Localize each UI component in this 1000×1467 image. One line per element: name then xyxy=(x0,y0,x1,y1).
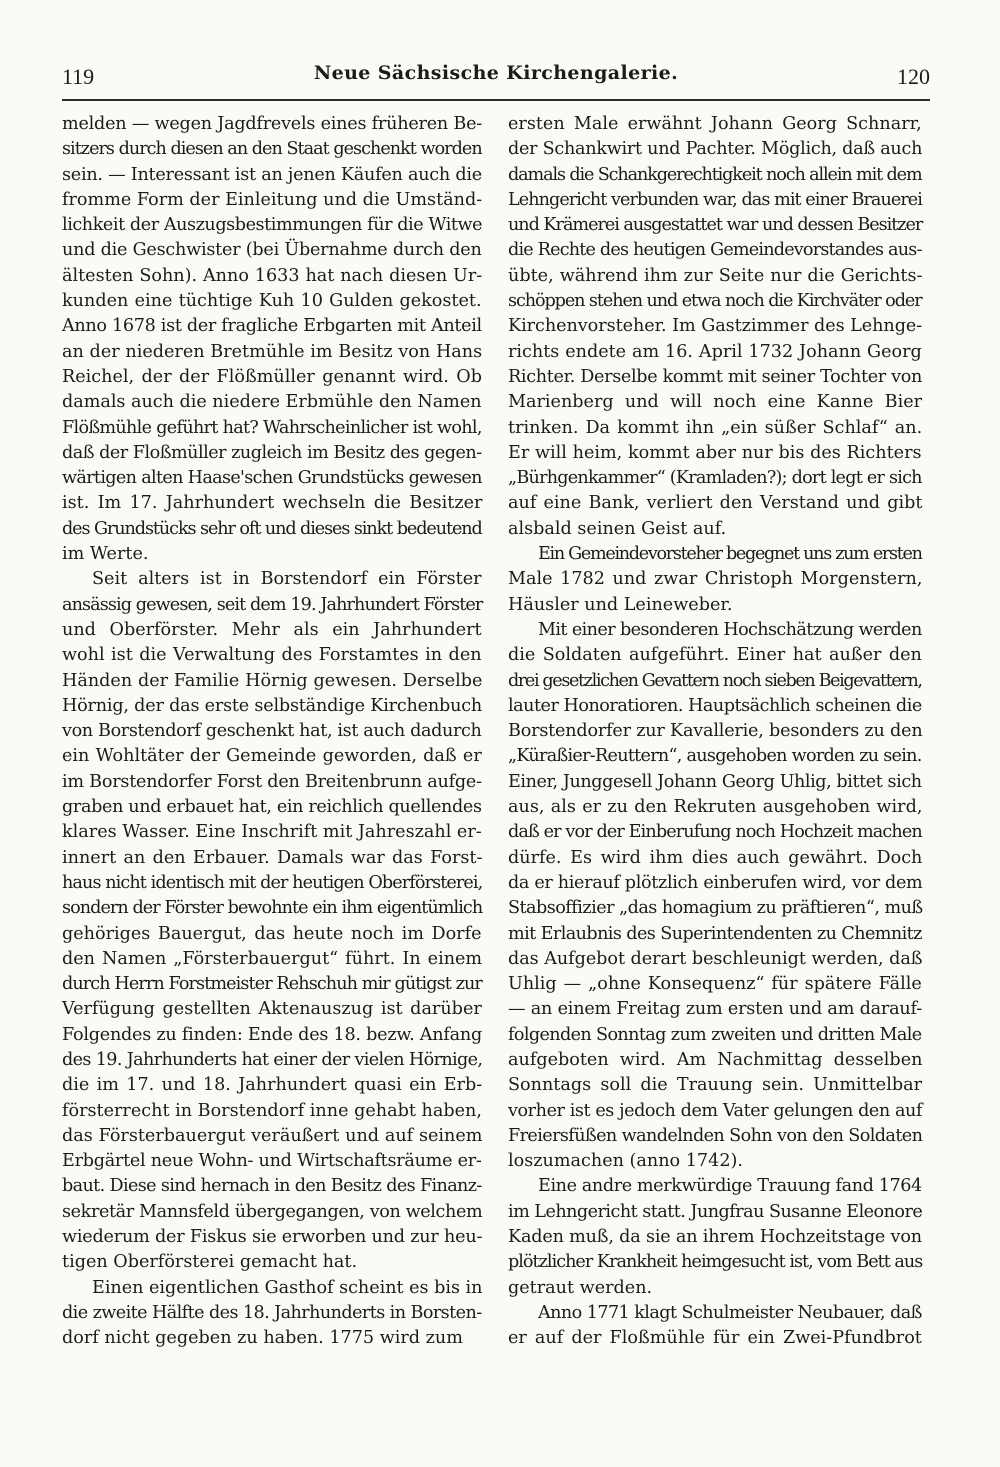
text-line: das Försterbauergut veräußert und auf seinem xyxy=(62,1125,483,1146)
text-line: ersten Male erwähnt Johann Georg Schnarr, xyxy=(508,114,922,134)
text-line: der Schankwirt und Pachter. Möglich, daß auch xyxy=(508,139,923,160)
text-line: Sonntags soll die Trauung sein. Unmittelbar xyxy=(508,1075,922,1096)
text-line: tigen Oberförsterei gemacht hat. xyxy=(62,1252,358,1273)
text-line: getraut werden. xyxy=(508,1277,653,1298)
text-line: klares Wasser. Eine Inschrift mit Jahreszahl er- xyxy=(62,822,482,843)
text-line: auf eine Bank, verliert den Verstand und gibt xyxy=(508,493,923,514)
text-line: Freiersfüßen wandelnden Sohn von den Soldaten xyxy=(508,1125,923,1146)
text-line: mit Erlaubnis des Superintendenten zu Chemnitz xyxy=(508,923,922,944)
text-line: Stabsoffizier „das homagium zu präftieren“, muß xyxy=(508,898,923,919)
text-line: sitzers durch diesen an den Staat geschenkt worden xyxy=(62,139,482,160)
text-line: im Borstendorfer Forst den Breitenbrunn aufge- xyxy=(62,771,482,792)
left-text-column xyxy=(62,112,482,1352)
text-line: den Namen „Försterbauergut“ führt. In einem xyxy=(62,948,483,969)
text-line: an der niederen Bretmühle im Besitz von Hans xyxy=(62,341,483,362)
text-line: Richter. Derselbe kommt mit seiner Tochter von xyxy=(508,366,923,387)
text-line: lauter Honoratioren. Hauptsächlich scheinen die xyxy=(508,695,922,716)
text-line: dorf nicht gegeben zu haben. 1775 wird zum xyxy=(62,1328,463,1349)
text-line: er auf der Floßmühle für ein Zwei-Pfundbrot xyxy=(508,1328,922,1349)
text-line: Lehngericht verbunden war, das mit einer Brauerei xyxy=(508,189,922,210)
text-line: Kirchenvorsteher. Im Gastzimmer des Lehnge- xyxy=(508,316,923,337)
text-line: sekretär Mannsfeld übergegangen, von welchem xyxy=(62,1201,483,1222)
text-line: gehöriges Bauergut, das heute noch im Dorfe xyxy=(62,923,482,944)
text-line: Einer, Junggesell Johann Georg Uhlig, bittet sich xyxy=(508,771,922,792)
text-line: Seit alters ist in Borstendorf ein Förster xyxy=(92,569,482,590)
text-line: das Aufgebot derart beschleunigt werden, daß xyxy=(508,948,923,969)
text-line: Er will heim, kommt aber nur bis des Richters xyxy=(508,442,922,463)
page-header xyxy=(62,62,930,96)
text-line: schöppen stehen und etwa noch die Kirchväter oder xyxy=(508,291,922,312)
text-line: plötzlicher Krankheit heimgesucht ist, vom Bett aus xyxy=(508,1252,923,1273)
text-line: im Lehngericht statt. Jungfrau Susanne Eleonore xyxy=(508,1201,923,1222)
text-line: Uhlig — „ohne Konsequenz“ für spätere Fälle xyxy=(508,974,922,995)
text-line: Folgendes zu finden: Ende des 18. bezw. Anfang xyxy=(62,1024,482,1045)
text-line: Eine andre merkwürdige Trauung fand 1764 xyxy=(538,1176,922,1197)
text-line: durch Herrn Forstmeister Rehschuh mir gütigst zur xyxy=(62,974,482,995)
text-line: „Küraßier-Reuttern“, ausgehoben worden zu sein. xyxy=(508,746,922,767)
text-line: Händen der Familie Hörnig gewesen. Derselbe xyxy=(62,670,483,691)
text-line: und Oberförster. Mehr als ein Jahrhundert xyxy=(62,619,482,640)
text-line: sondern der Förster bewohnte ein ihm eigentümlich xyxy=(62,898,483,919)
text-line: im Werte. xyxy=(62,544,149,565)
text-line: Reichel, der der Flößmüller genannt wird. Ob xyxy=(62,366,482,387)
text-line: Borstendorfer zur Kavallerie, besonders zu den xyxy=(508,721,923,742)
text-line: — an einem Freitag zum ersten und am darauf- xyxy=(508,999,922,1020)
text-line: ältesten Sohn). Anno 1633 hat nach diesen Ur- xyxy=(62,265,483,286)
text-line: die zweite Hälfte des 18. Jahrhunderts in Borsten- xyxy=(62,1302,482,1323)
text-line: aufgeboten wird. Am Nachmittag desselben xyxy=(508,1049,923,1070)
text-line: Male 1782 und zwar Christoph Morgenstern, xyxy=(508,569,923,590)
text-line: vorher ist es jedoch dem Vater gelungen den auf xyxy=(508,1100,923,1121)
text-line: Flößmühle geführt hat? Wahrscheinlicher ist wohl, xyxy=(62,417,482,438)
page-number-left: 119 xyxy=(62,64,95,89)
running-title: Neue Sächsische Kirchengalerie. xyxy=(313,62,679,84)
text-line: sein. — Interessant ist an jenen Käufen auch die xyxy=(62,164,482,185)
header-rule xyxy=(62,99,930,101)
text-line: dürfe. Es wird ihm dies auch gewährt. Doch xyxy=(508,847,923,868)
text-line: Anno 1678 ist der fragliche Erbgarten mit Anteil xyxy=(62,316,482,337)
text-line: lichkeit der Auszugsbestimmungen für die Witwe xyxy=(62,215,483,236)
text-line: des Grundstücks sehr oft und dieses sinkt bedeutend xyxy=(62,518,482,539)
text-line: richts endete am 16. April 1732 Johann Georg xyxy=(508,341,922,362)
text-line: daß er vor der Einberufung noch Hochzeit machen xyxy=(508,822,922,843)
text-line: försterrecht in Borstendorf inne gehabt haben, xyxy=(62,1100,482,1121)
text-line: und die Geschwister (bei Übernahme durch den xyxy=(62,240,482,261)
text-line: innert an den Erbauer. Damals war das Forst- xyxy=(62,847,483,868)
text-line: die Rechte des heutigen Gemeindevorstandes aus- xyxy=(508,240,922,261)
text-line: damals die Schankgerechtigkeit noch allein mit dem xyxy=(508,164,922,185)
text-line: Einen eigentlichen Gasthof scheint es bis in xyxy=(92,1277,483,1298)
text-line: Erbgärtel neue Wohn- und Wirtschaftsräume er- xyxy=(62,1151,482,1172)
text-line: Kaden muß, da sie an ihrem Hochzeitstage von xyxy=(508,1227,922,1248)
text-line: Hörnig, der das erste selbständige Kirchenbuch xyxy=(62,695,483,716)
text-line: Häusler und Leineweber. xyxy=(508,594,733,615)
text-line: da er hierauf plötzlich einberufen wird, vor dem xyxy=(508,872,923,893)
text-line: loszumachen (anno 1742). xyxy=(508,1151,743,1172)
text-line: ein Wohltäter der Gemeinde geworden, daß er xyxy=(62,746,482,767)
text-line: Marienberg und will noch eine Kanne Bier xyxy=(508,392,923,413)
text-line: Mit einer besonderen Hochschätzung werden xyxy=(538,619,922,640)
text-line: Anno 1771 klagt Schulmeister Neubauer, daß xyxy=(538,1302,922,1323)
text-line: alsbald seinen Geist auf. xyxy=(508,518,727,539)
text-line: kunden eine tüchtige Kuh 10 Gulden gekostet. xyxy=(62,291,482,312)
text-line: melden — wegen Jagdfrevels eines früheren Be- xyxy=(62,114,483,134)
text-line: aus, als er zu den Rekruten ausgehoben wird, xyxy=(508,797,923,818)
text-line: trinken. Da kommt ihn „ein süßer Schlaf“ an. xyxy=(508,417,923,438)
text-line: folgenden Sonntag zum zweiten und dritten Male xyxy=(508,1024,922,1045)
text-line: wärtigen alten Haase'schen Grundstücks gewesen xyxy=(62,468,482,489)
text-line: übte, während ihm zur Seite nur die Gerichts- xyxy=(508,265,923,286)
text-line: haus nicht identisch mit der heutigen Oberförsterei, xyxy=(62,872,483,893)
text-line: die Soldaten aufgeführt. Einer hat außer den xyxy=(508,645,922,666)
text-line: baut. Diese sind hernach in den Besitz des Finanz- xyxy=(62,1176,482,1197)
text-line: Verfügung gestellten Aktenauszug ist darüber xyxy=(62,999,482,1020)
text-line: wiederum der Fiskus sie erworben und zur heu- xyxy=(62,1227,483,1248)
page-number-right: 120 xyxy=(897,64,930,89)
right-text-column xyxy=(508,112,922,1352)
text-line: daß der Floßmüller zugleich im Besitz des gegen- xyxy=(62,442,482,463)
text-line: des 19. Jahrhunderts hat einer der vielen Hörnige, xyxy=(62,1049,483,1070)
text-line: „Bürhgenkammer“ (Kramladen?); dort legt er sich xyxy=(508,468,922,489)
text-line: Ein Gemeindevorsteher begegnet uns zum ersten xyxy=(538,544,922,565)
text-line: ist. Im 17. Jahrhundert wechseln die Besitzer xyxy=(62,493,483,514)
text-line: fromme Form der Einleitung und die Umständ- xyxy=(62,189,483,210)
text-line: graben und erbauet hat, ein reichlich quellendes xyxy=(62,797,482,818)
text-line: damals auch die niedere Erbmühle den Namen xyxy=(62,392,482,413)
text-line: drei gesetzlichen Gevattern noch sieben Beigevattern, xyxy=(508,670,922,691)
text-line: die im 17. und 18. Jahrhundert quasi ein Erb- xyxy=(62,1075,483,1096)
text-line: und Krämerei ausgestattet war und dessen Besitzer xyxy=(508,215,923,236)
text-line: ansässig gewesen, seit dem 19. Jahrhundert Förster xyxy=(62,594,483,615)
text-line: von Borstendorf geschenkt hat, ist auch dadurch xyxy=(62,721,482,742)
text-line: wohl ist die Verwaltung des Forstamtes in den xyxy=(62,645,482,666)
